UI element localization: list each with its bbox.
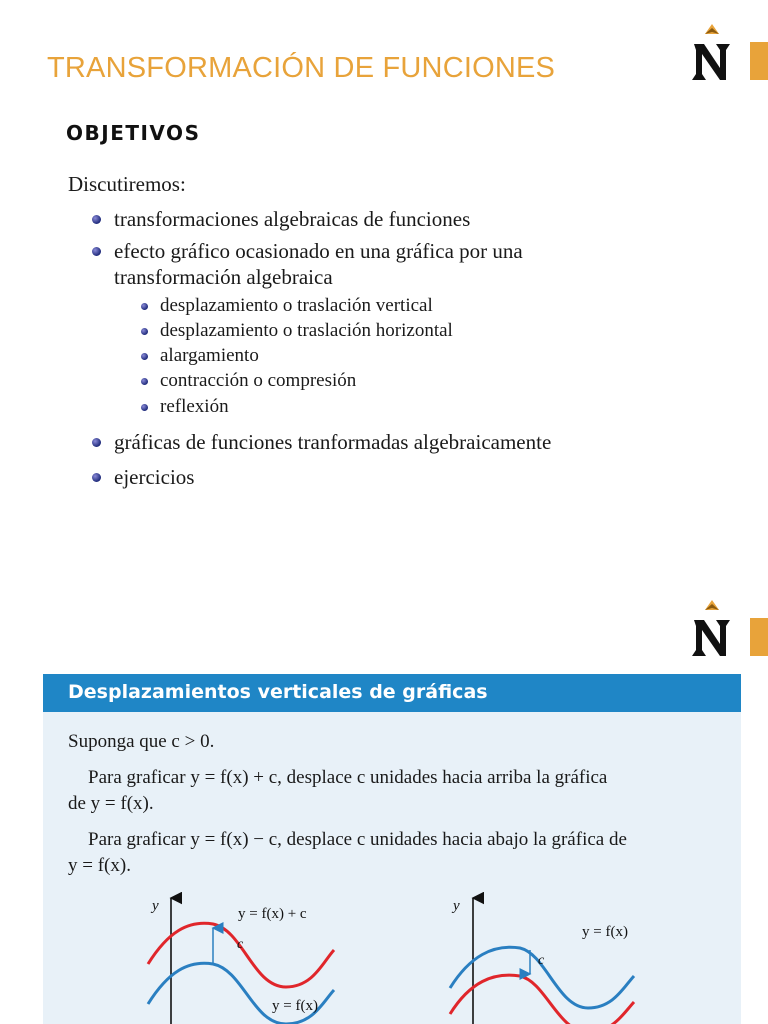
y-axis-label: y <box>453 898 460 914</box>
y-axis-label: y <box>152 898 159 914</box>
box-header <box>43 674 741 712</box>
bullet-icon <box>141 378 148 385</box>
bullet-icon <box>141 353 148 360</box>
sub-list-item: reflexión <box>160 396 229 417</box>
logo-accent-bar <box>750 618 768 656</box>
sub-list-item: desplazamiento o traslación vertical <box>160 295 433 316</box>
rule-up-line1: Para graficar y = f(x) + c, desplace c unidades hacia arriba la gráfica <box>88 767 608 788</box>
slide-desplazamientos <box>0 580 768 1024</box>
sub-list-item: alargamiento <box>160 345 259 366</box>
bullet-icon <box>92 438 101 447</box>
graph-shift-down <box>438 892 698 1024</box>
graph-shift-up <box>138 892 398 1024</box>
bullet-icon <box>92 473 101 482</box>
curve-shifted-down <box>450 975 634 1024</box>
curve-original <box>148 963 334 1024</box>
rule-up-line2: de y = f(x). <box>68 793 154 814</box>
bullet-icon <box>141 404 148 411</box>
logo-accent-bar <box>750 42 768 80</box>
objetivos-heading: OBJETIVOS <box>66 121 201 145</box>
box-title: Desplazamientos verticales de gráficas <box>68 681 488 703</box>
curve-label-bottom: y = f(x) <box>272 998 318 1014</box>
list-item: efecto gráfico ocasionado en una gráfica por una <box>114 239 523 263</box>
bullet-icon <box>92 247 101 256</box>
curve-shifted-up <box>148 923 334 987</box>
curve-label-top: y = f(x) <box>582 924 628 940</box>
shift-label: c <box>237 937 244 952</box>
intro-text: Discutiremos: <box>68 172 186 196</box>
definition-box <box>43 674 741 1024</box>
list-item-continuation: transformación algebraica <box>114 265 333 289</box>
bullet-icon <box>141 328 148 335</box>
rule-down-line2: y = f(x). <box>68 855 131 876</box>
n-logo-icon <box>690 600 750 658</box>
slide-title: TRANSFORMACIÓN DE FUNCIONES <box>47 52 556 84</box>
sub-list-item: desplazamiento o traslación horizontal <box>160 320 453 341</box>
n-logo-icon <box>690 24 750 82</box>
bullet-icon <box>141 303 148 310</box>
shift-label: c <box>538 953 545 968</box>
list-item: gráficas de funciones tranformadas algebraicamente <box>114 430 552 454</box>
curve-label-top: y = f(x) + c <box>238 906 307 922</box>
sub-list-item: contracción o compresión <box>160 370 357 391</box>
rule-down-line1: Para graficar y = f(x) − c, desplace c unidades hacia abajo la gráfica de <box>88 829 627 850</box>
list-item: transformaciones algebraicas de funciones <box>114 207 471 231</box>
list-item: ejercicios <box>114 465 195 489</box>
bullet-icon <box>92 215 101 224</box>
condition-text: Suponga que c > 0. <box>68 731 215 752</box>
